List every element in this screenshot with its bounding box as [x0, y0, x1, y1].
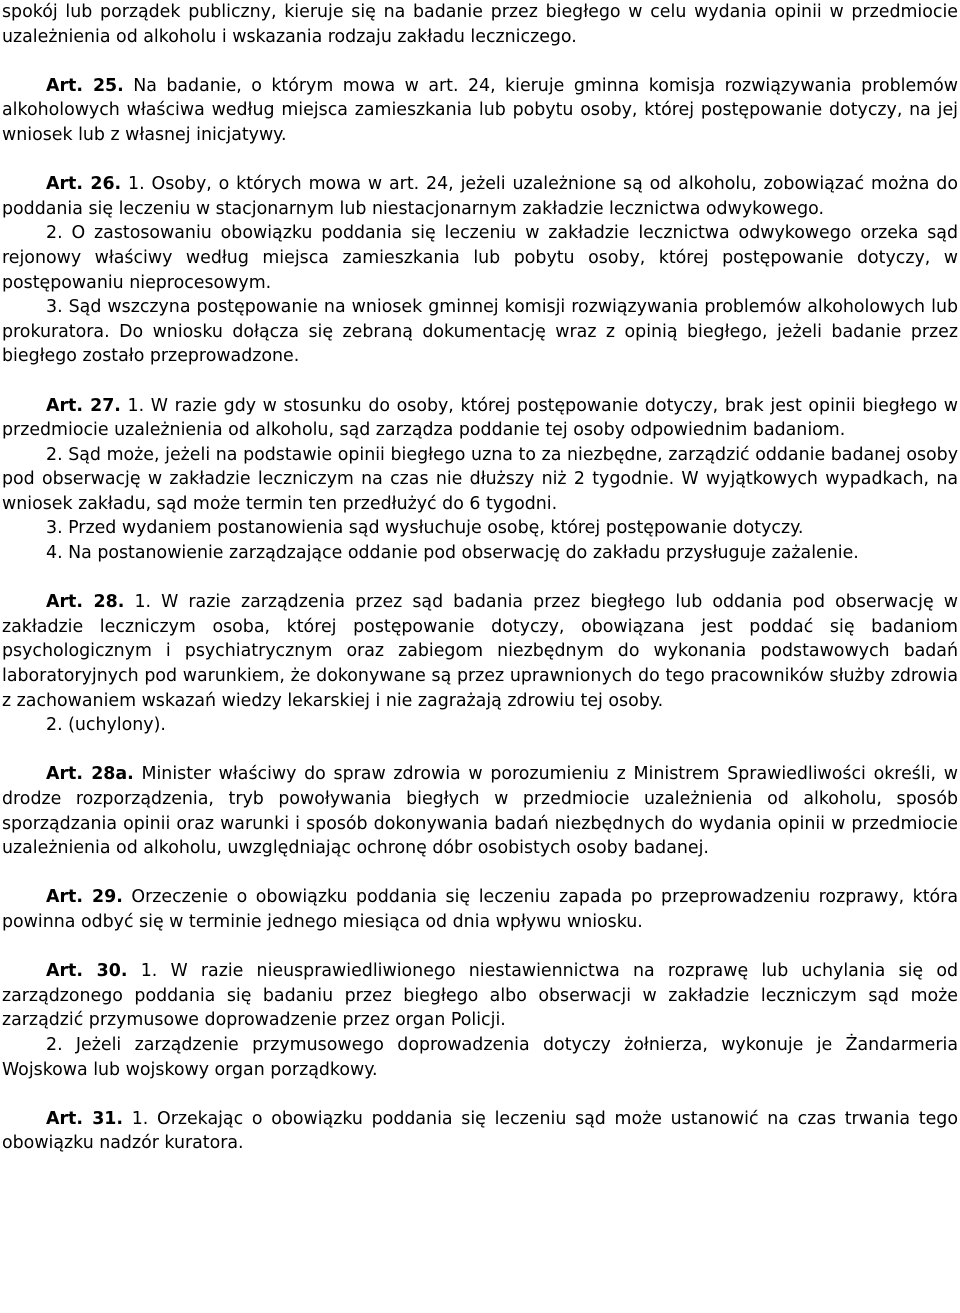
paragraph-spacer — [2, 148, 958, 173]
article-number: Art. 30. — [46, 961, 128, 982]
article-paragraph — [2, 74, 958, 148]
paragraph — [2, 1033, 958, 1082]
article-number: Art. 29. — [46, 887, 123, 908]
article-number: Art. 28a. — [46, 764, 134, 785]
paragraph-text: Na badanie, o którym mowa w art. 24, kieruje gminna komisja rozwiązywania problemów alkoholowych właściwa według miejsca zamieszkania lub pobytu osoby, której postępowanie dotyczy, na jej wniosek lub z własnej inicjatywy. — [2, 75, 958, 145]
article-paragraph — [2, 762, 958, 860]
paragraph — [2, 221, 958, 295]
article-number: Art. 26. — [46, 174, 122, 195]
article-number: Art. 27. — [46, 395, 121, 416]
paragraph — [2, 541, 958, 566]
paragraph-text: 1. W razie nieusprawiedliwionego niestawiennictwa na rozprawę lub uchylania się od zarządzonego poddania się badaniu przez biegłego albo obserwacji w zakładzie leczniczym sąd może zarządzić przymusowe doprowadzenie przez organ Policji. — [2, 961, 958, 1031]
paragraph-spacer — [2, 935, 958, 960]
article-number: Art. 31. — [46, 1108, 123, 1129]
paragraph — [2, 516, 958, 541]
paragraph-text: 1. Orzekając o obowiązku poddania się leczeniu sąd może ustanowić na czas trwania tego obowiązku nadzór kuratora. — [2, 1108, 958, 1154]
paragraph-text: Minister właściwy do spraw zdrowia w porozumieniu z Ministrem Sprawiedliwości określi, w drodze rozporządzenia, tryb powoływania biegłych w przedmiocie uzależnienia od alkoholu, sposób sporządzania opinii oraz warunki i sposób dokonywania badań niezbędnych do wydania opinii w przedmiocie uzależnienia od alkoholu, uwzględniając ochronę dóbr osobistych osoby badanej. — [2, 764, 958, 859]
article-number: Art. 25. — [46, 75, 124, 96]
paragraph-spacer — [2, 861, 958, 886]
paragraph — [2, 713, 958, 738]
paragraph-text: 1. Osoby, o których mowa w art. 24, jeżeli uzależnione są od alkoholu, zobowiązać można do poddania się leczeniu w stacjonarnym lub niestacjonarnym zakładzie lecznictwa odwykowego. — [2, 174, 958, 219]
paragraph — [2, 295, 958, 369]
paragraph-text: 2. (uchylony). — [46, 715, 166, 736]
paragraph-text: 2. O zastosowaniu obowiązku poddania się leczeniu w zakładzie lecznictwa odwykowego orzeka sąd rejonowy właściwy według miejsca zamieszkania lub pobytu osoby, której postępowanie dotyczy, w postępowaniu nieprocesowym. — [2, 223, 958, 293]
article-paragraph — [2, 172, 958, 221]
paragraph-spacer — [2, 738, 958, 763]
paragraph-text: 2. Sąd może, jeżeli na podstawie opinii biegłego uzna to za niezbędne, zarządzić oddanie badanej osoby pod obserwację w zakładzie leczniczym na czas nie dłuższy niż 2 tygodnie. W wyjątkowych wypadkach, na wniosek zakładu, sąd może termin ten przedłużyć do 6 tygodni. — [2, 444, 958, 514]
paragraph-text: 3. Przed wydaniem postanowienia sąd wysłuchuje osobę, której postępowanie dotyczy. — [46, 518, 804, 539]
paragraph-spacer — [2, 1082, 958, 1107]
paragraph-spacer — [2, 369, 958, 394]
paragraph — [2, 0, 958, 49]
paragraph-text: 1. W razie zarządzenia przez sąd badania przez biegłego lub oddania pod obserwację w zakładzie leczniczym osoba, której postępowanie dotyczy, obowiązana jest poddać się badaniom psychologicznym i psychiatrycznym oraz zabiegom niezbędnym do wykonania podstawowych badań laboratoryjnych pod warunkiem, że dokonywane są przez uprawnionych do tego pracowników służby zdrowia z zachowaniem wskazań wiedzy lekarskiej i nie zagrażają zdrowiu tej osoby. — [2, 592, 958, 711]
article-paragraph — [2, 590, 958, 713]
paragraph-spacer — [2, 566, 958, 591]
paragraph-text: Orzeczenie o obowiązku poddania się leczeniu zapada po przeprowadzeniu rozprawy, która powinna odbyć się w terminie jednego miesiąca od dnia wpływu wniosku. — [2, 887, 958, 932]
paragraph-text: 1. W razie gdy w stosunku do osoby, której postępowanie dotyczy, brak jest opinii biegłego w przedmiocie uzależnienia od alkoholu, sąd zarządza poddanie tej osoby odpowiednim badaniom. — [2, 395, 958, 441]
article-number: Art. 28. — [46, 592, 125, 613]
paragraph-spacer — [2, 49, 958, 74]
paragraph-text: 3. Sąd wszczyna postępowanie na wniosek gminnej komisji rozwiązywania problemów alkoholowych lub prokuratora. Do wniosku dołącza się zebraną dokumentację wraz z opinią biegłego, jeżeli badanie przez biegłego zostało przeprowadzone. — [2, 297, 958, 367]
paragraph — [2, 443, 958, 517]
article-paragraph — [2, 959, 958, 1033]
paragraph-text: 2. Jeżeli zarządzenie przymusowego doprowadzenia dotyczy żołnierza, wykonuje je Żandarmeria Wojskowa lub wojskowy organ porządkowy. — [2, 1034, 958, 1080]
article-paragraph — [2, 394, 958, 443]
paragraph-text: 4. Na postanowienie zarządzające oddanie pod obserwację do zakładu przysługuje zażalenie. — [46, 543, 859, 564]
paragraph-text: spokój lub porządek publiczny, kieruje się na badanie przez biegłego w celu wydania opinii w przedmiocie uzależnienia od alkoholu i wskazania rodzaju zakładu leczniczego. — [2, 2, 958, 47]
article-paragraph — [2, 1107, 958, 1156]
article-paragraph — [2, 885, 958, 934]
